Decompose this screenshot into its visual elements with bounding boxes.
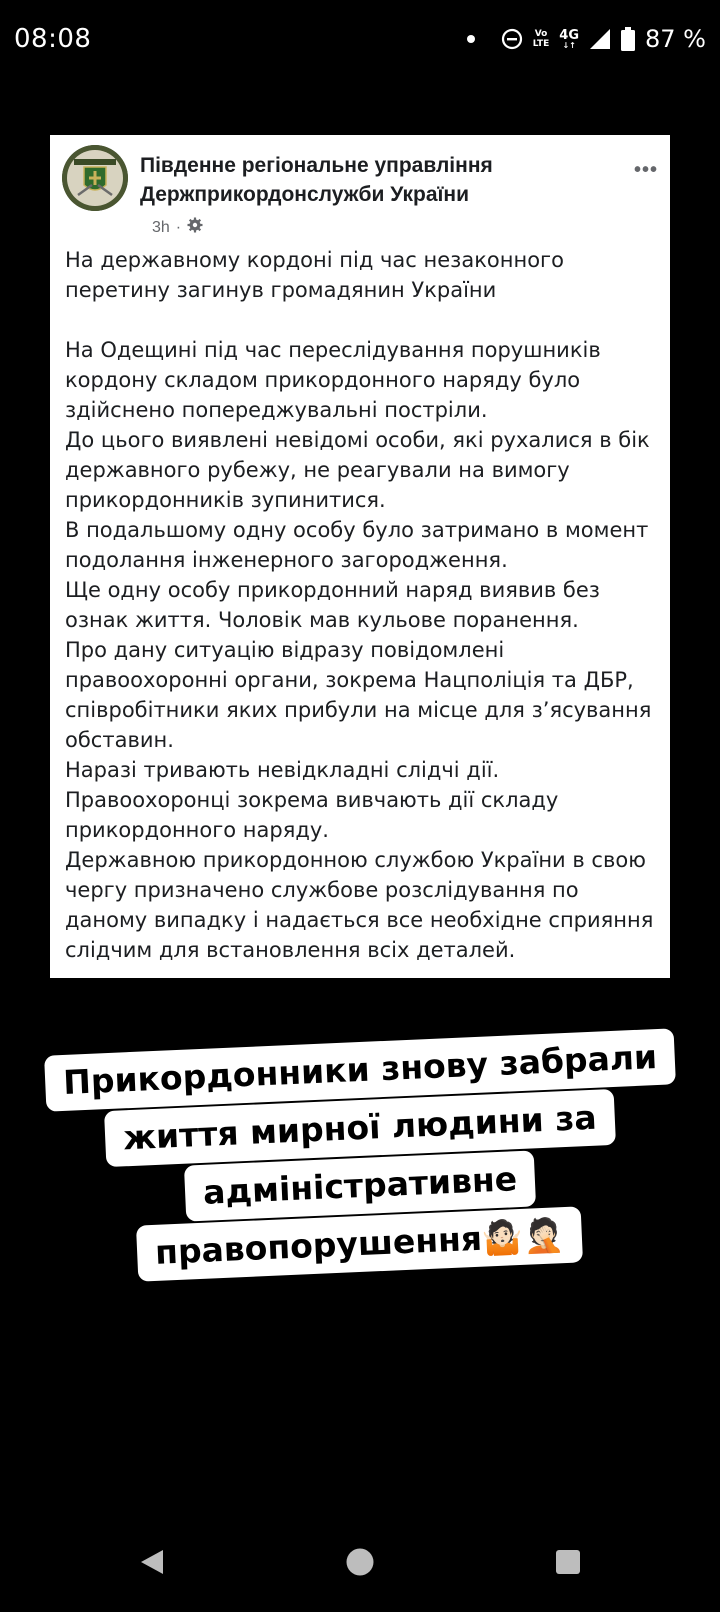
more-options-icon[interactable]: •••: [633, 159, 658, 181]
battery-icon: [621, 27, 635, 51]
post-text-line: В подальшому одну особу було затримано в момент: [65, 518, 649, 542]
post-meta: [152, 217, 203, 238]
post-text-line: слідчим для встановлення всіх деталей.: [65, 938, 516, 962]
post-text: [65, 245, 661, 965]
post-text-line: подолання інженерного загородження.: [65, 548, 508, 572]
navigation-bar: [0, 1530, 720, 1612]
post-text-line: правоохоронні органи, зокрема Нацполіція та ДБР,: [65, 668, 634, 692]
volte-icon: Vo LTE: [532, 29, 550, 49]
post-card: [50, 135, 670, 978]
post-text-line: Правоохоронці зокрема вивчають дії складу: [65, 788, 559, 812]
post-text-line: співробітники яких прибули на місце для з’ясування: [65, 698, 652, 722]
post-time[interactable]: 3h: [152, 218, 170, 236]
post-text-line: чергу призначено службове розслідування по: [65, 878, 579, 902]
do-not-disturb-icon: [501, 28, 523, 50]
paragraph-gap: [65, 305, 661, 335]
post-text-line: обставин.: [65, 728, 174, 752]
home-button[interactable]: [340, 1542, 380, 1582]
post-text-line: Наразі тривають невідкладні слідчі дії.: [65, 758, 500, 782]
post-text-line: До цього виявлені невідомі особи, які рухалися в бік: [65, 428, 650, 452]
page-avatar[interactable]: [62, 145, 128, 211]
post-header: [62, 145, 658, 235]
post-text-line: На Одещині під час переслідування порушників: [65, 338, 601, 362]
audience-gear-icon: [187, 217, 203, 238]
caption-sticker: [0, 1037, 720, 1272]
post-text-line: Про дану ситуацію відразу повідомлені: [65, 638, 505, 662]
post-text-line: ознак життя. Чоловік мав кульове поранення.: [65, 608, 579, 632]
post-text-line: державного рубежу, не реагували на вимогу: [65, 458, 570, 482]
caption-line: правопорушення🤷🏻🤦🏻: [136, 1206, 583, 1281]
caption-line: Прикордонники знову забрали: [44, 1028, 676, 1111]
post-text-line: даному випадку і надається все необхідне сприяння: [65, 908, 654, 932]
caption-line: життя мирної людини за: [104, 1089, 616, 1167]
post-text-line: На державному кордоні під час незаконного: [65, 248, 564, 272]
status-time: 08:08: [14, 24, 92, 54]
recents-icon: [553, 1547, 583, 1577]
status-icons: [467, 22, 706, 56]
post-text-line: прикордонників зупинитися.: [65, 488, 386, 512]
status-bar: [0, 0, 720, 80]
post-text-line: прикордонного наряду.: [65, 818, 329, 842]
meta-separator: ·: [175, 218, 182, 236]
battery-percentage: 87 %: [645, 25, 706, 53]
back-button[interactable]: [132, 1542, 172, 1582]
page-name[interactable]: Південне регіональне управління Держприкордонслужби України: [140, 154, 493, 206]
post-text-line: здійснено попереджувальні постріли.: [65, 398, 488, 422]
signal-strength-icon: [589, 28, 611, 50]
border-guard-emblem-icon: [62, 145, 128, 211]
back-icon: [137, 1547, 167, 1577]
recents-button[interactable]: [548, 1542, 588, 1582]
home-icon: [345, 1547, 375, 1577]
post-text-line: перетину загинув громадянин України: [65, 278, 497, 302]
notification-dot-icon: [467, 35, 475, 43]
post-text-line: кордону складом прикордонного наряду було: [65, 368, 581, 392]
caption-line: адміністративне: [184, 1150, 536, 1221]
post-text-line: Ще одну особу прикордонний наряд виявив без: [65, 578, 600, 602]
post-text-line: Державною прикордонною службою України в свою: [65, 848, 646, 872]
network-type-icon: 4G ↓↑: [559, 27, 580, 50]
